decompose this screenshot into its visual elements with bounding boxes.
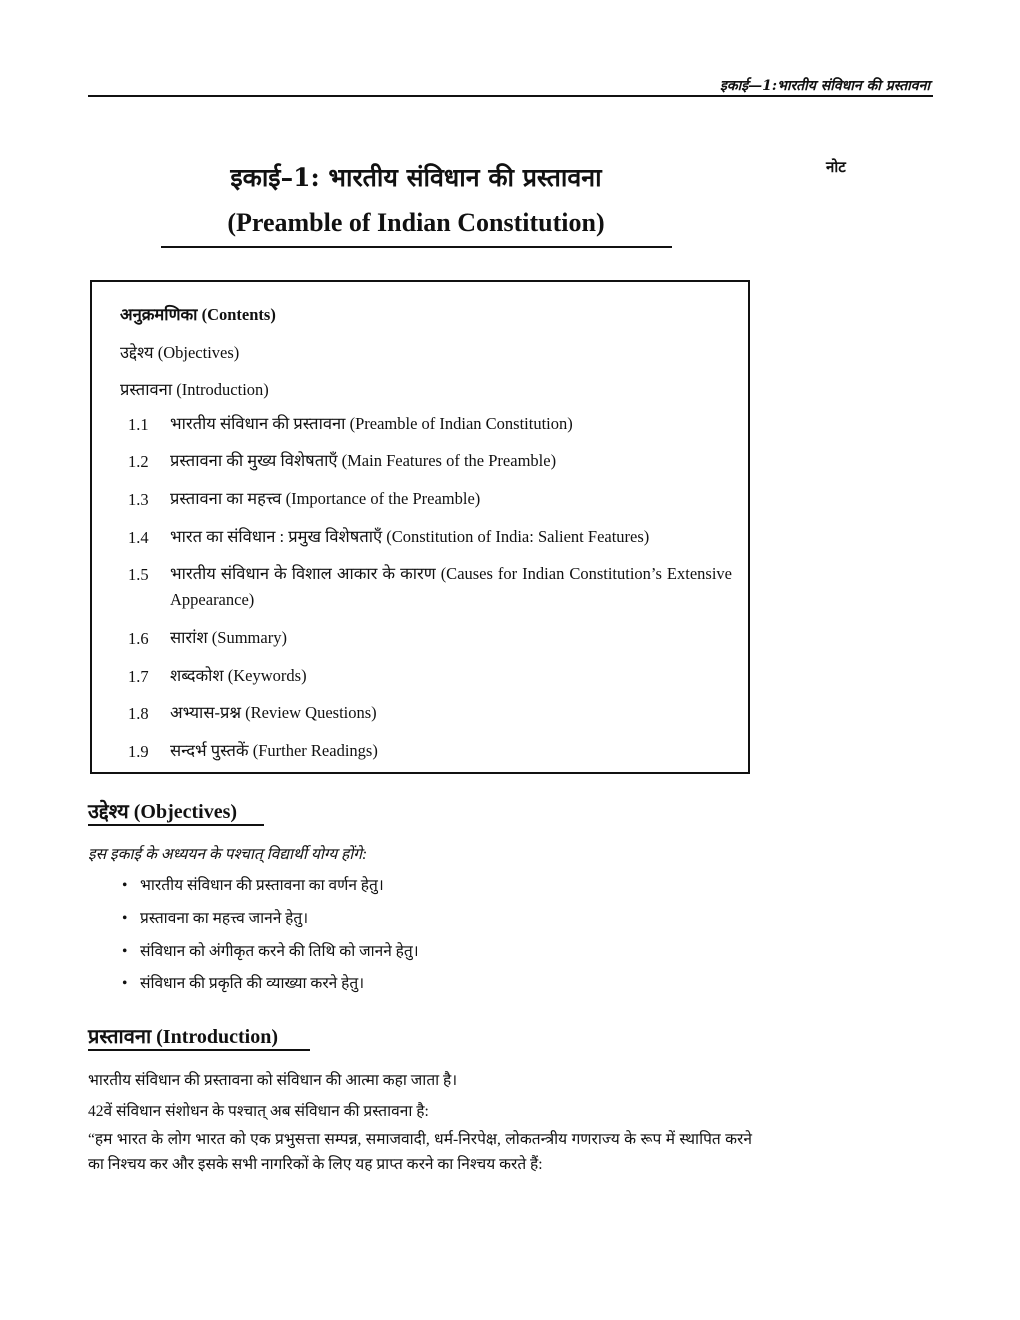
contents-item-link[interactable]: प्रस्तावना की मुख्य विशेषताएँ (Main Features of the Preamble) [170,451,557,470]
unit-title-hindi: इकाई–1: भारतीय संविधान की प्रस्तावना [230,163,602,192]
objective-bullet-text: संविधान को अंगीकृत करने की तिथि को जानने हेतु। [140,943,419,960]
bullet-icon: • [122,877,128,894]
contents-item-link[interactable]: अभ्यास-प्रश्न (Review Questions) [170,703,377,722]
objective-bullet [122,939,419,961]
introduction-heading-rule [88,1049,310,1051]
contents-item-number: 1.2 [128,452,149,471]
unit-title-english: (Preamble of Indian Constitution) [227,208,605,237]
contents-item-link[interactable]: भारत का संविधान : प्रमुख विशेषताएँ (Constitution of India: Salient Features) [170,527,650,546]
objective-bullet-text: भारतीय संविधान की प्रस्तावना का वर्णन हेतु। [140,877,384,894]
introduction-line-2: 42वें संविधान संशोधन के पश्चात् अब संविधान की प्रस्तावना है: [88,1103,429,1120]
introduction-line-1: भारतीय संविधान की प्रस्तावना को संविधान की आत्मा कहा जाता है। [88,1072,458,1089]
contents-objectives-link[interactable]: उद्देश्य (Objectives) [120,343,240,362]
contents-item-link[interactable]: भारतीय संविधान की प्रस्तावना (Preamble of Indian Constitution) [170,414,573,433]
contents-box [90,280,750,774]
bullet-icon: • [122,975,128,992]
header-rule [88,95,933,97]
objective-bullet-text: प्रस्तावना का महत्त्व जानने हेतु। [140,910,309,927]
objectives-intro: इस इकाई के अध्ययन के पश्चात् विद्यार्थी योग्य होंगे: [88,846,368,863]
objective-bullet [122,971,364,993]
contents-item-number: 1.1 [128,415,149,434]
contents-item-link[interactable]: सन्दर्भ पुस्तकें (Further Readings) [170,741,378,760]
objectives-heading: उद्देश्य (Objectives) [88,801,238,823]
title-rule [161,246,672,248]
objective-bullet [122,906,308,928]
contents-item-number: 1.7 [128,667,149,686]
contents-item-link[interactable]: शब्दकोश (Keywords) [170,666,307,685]
contents-item-number: 1.3 [128,490,149,509]
contents-item-number: 1.4 [128,528,149,547]
contents-item-link[interactable]: सारांश (Summary) [170,628,287,647]
bullet-icon: • [122,943,128,960]
running-head: इकाई—1:भारतीय संविधान की प्रस्तावना [719,78,930,94]
contents-heading: अनुक्रमणिका (Contents) [120,305,276,324]
objective-bullet [122,873,384,895]
note-label: नोट [826,158,846,176]
objectives-heading-rule [88,824,264,826]
contents-item-link[interactable]: भारतीय संविधान के विशाल आकार के कारण (Causes for Indian Constitution’s Extensive Appearance) [170,564,732,609]
bullet-icon: • [122,910,128,927]
contents-introduction-link[interactable]: प्रस्तावना (Introduction) [120,380,269,399]
objective-bullet-text: संविधान की प्रकृति की व्याख्या करने हेतु। [140,975,365,992]
contents-item-number: 1.5 [128,565,149,584]
preamble-quote: “हम भारत के लोग भारत को एक प्रभुसत्ता सम्पन्न, समाजवादी, धर्म-निरपेक्ष, लोकतन्त्रीय गणराज्य के रूप में स्थापित करने का निश्चय कर और इसके सभी नागरिकों के लिए यह प्राप्त करने का निश्चय करते हैं: [88,1131,752,1173]
contents-item-link[interactable]: प्रस्तावना का महत्त्व (Importance of the Preamble) [170,489,481,508]
introduction-heading: प्रस्तावना (Introduction) [88,1026,279,1048]
contents-item-number: 1.8 [128,704,149,723]
contents-item-number: 1.6 [128,629,149,648]
contents-item-number: 1.9 [128,742,149,761]
